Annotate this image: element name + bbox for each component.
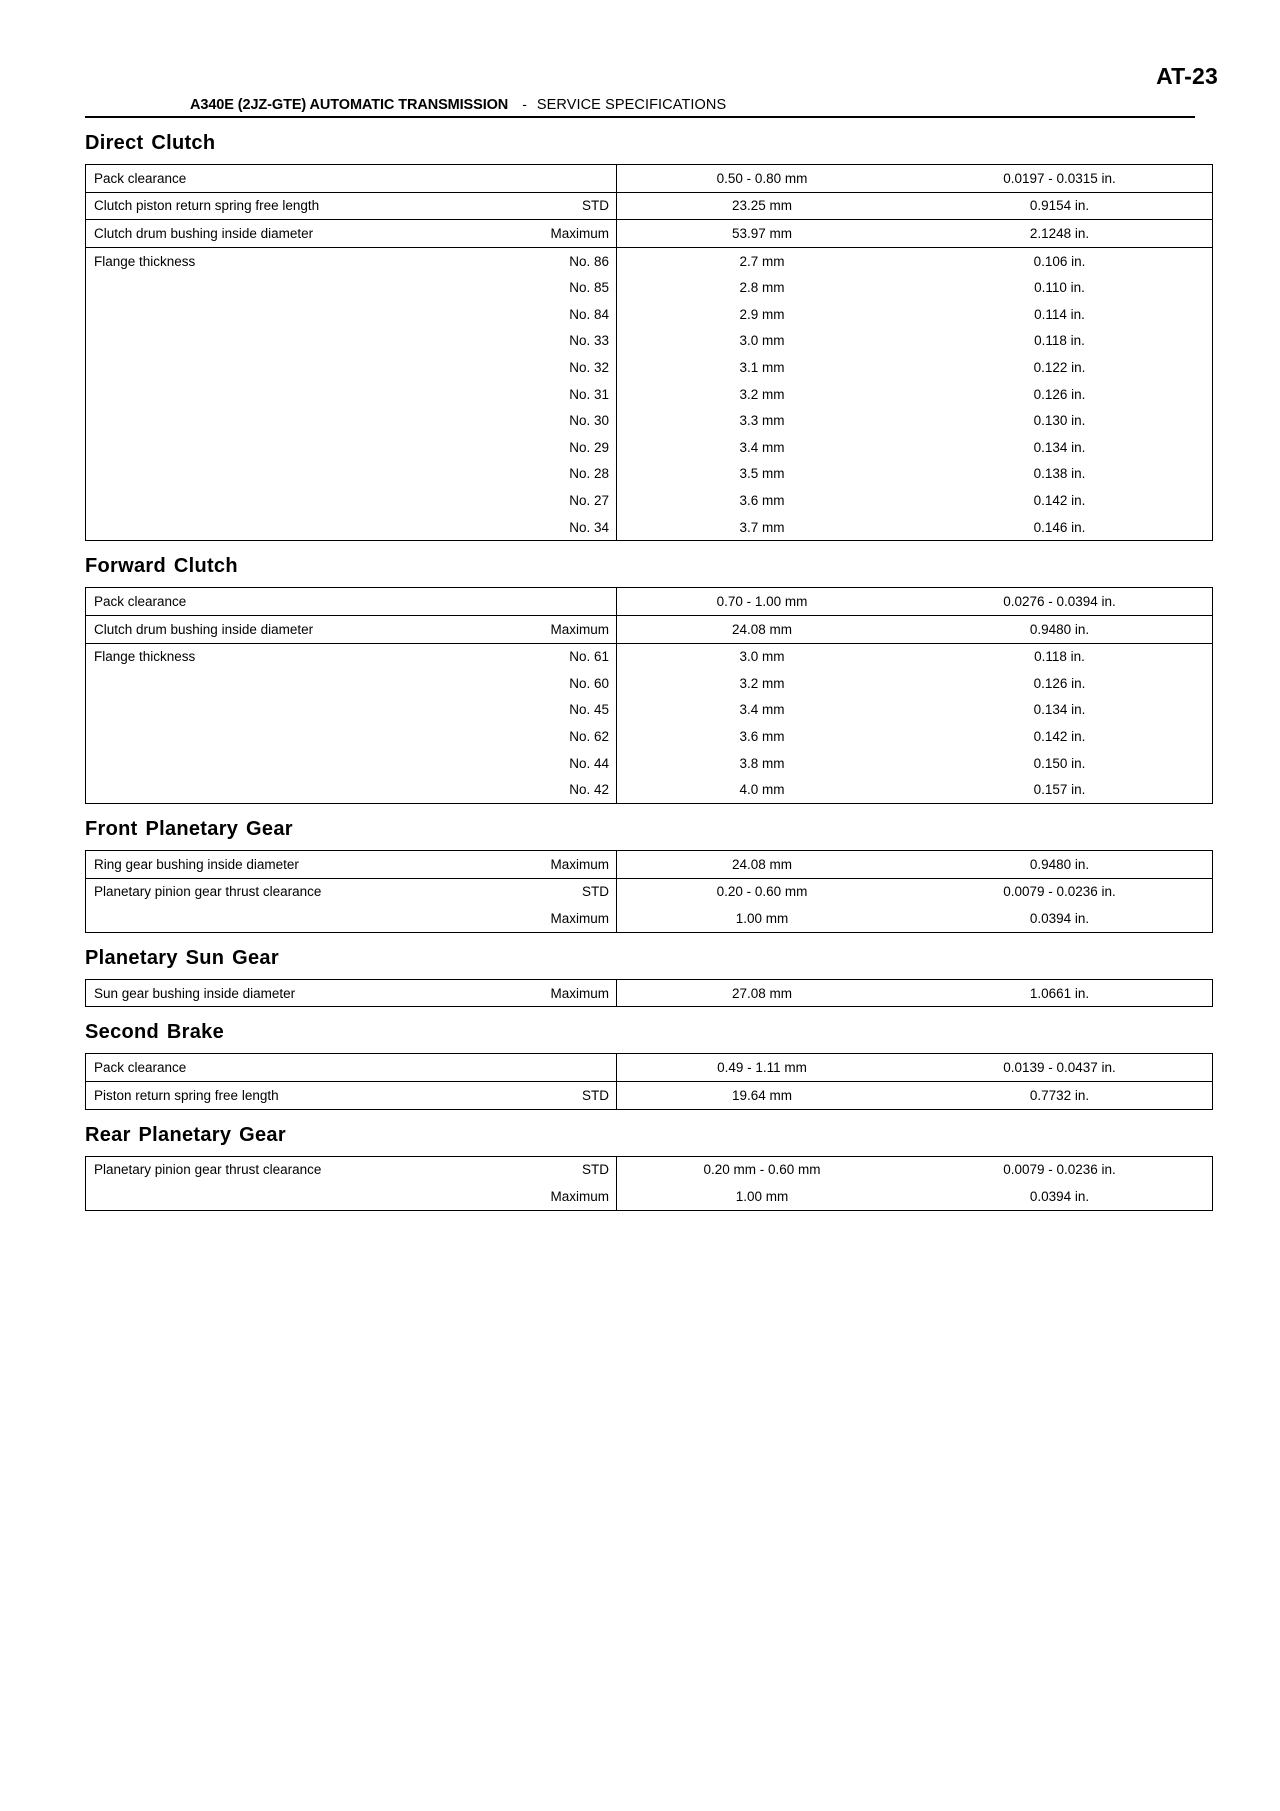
row-label: Flange thickness xyxy=(86,643,535,670)
row-label xyxy=(86,723,535,750)
row-label xyxy=(86,514,535,541)
value-inch: 0.9480 in. xyxy=(1029,856,1090,872)
value-inch: 0.0197 - 0.0315 in. xyxy=(1003,170,1116,186)
table-row xyxy=(86,878,1213,905)
table-row xyxy=(86,723,1213,750)
spec-table xyxy=(85,979,1213,1008)
header-subtitle: SERVICE SPECIFICATIONS xyxy=(536,97,727,113)
row-qualifier: No. 85 xyxy=(569,280,609,296)
row-qualifier: Maximum xyxy=(550,1189,609,1205)
row-label: Pack clearance xyxy=(94,1060,187,1076)
value-inch: 0.122 in. xyxy=(1033,359,1086,375)
value-inch: 0.9480 in. xyxy=(907,615,1213,643)
value-mm: 3.4 mm xyxy=(617,434,908,461)
row-label: Ring gear bushing inside diameter xyxy=(94,856,299,872)
table-row xyxy=(86,247,1213,274)
section-title: Direct Clutch xyxy=(85,132,216,154)
row-qualifier xyxy=(534,165,617,193)
table-row xyxy=(86,776,1213,803)
row-label xyxy=(86,487,535,514)
value-inch: 0.126 in. xyxy=(1033,675,1086,691)
value-mm: 3.7 mm xyxy=(617,514,908,541)
row-label: Planetary pinion gear thrust clearance xyxy=(86,878,535,905)
value-mm: 3.2 mm xyxy=(617,381,908,408)
row-label xyxy=(86,274,535,301)
value-mm: 3.0 mm xyxy=(617,328,908,355)
row-label: Clutch drum bushing inside diameter xyxy=(86,220,535,248)
table-row xyxy=(86,1183,1213,1210)
table-row xyxy=(86,354,1213,381)
value-mm: 0.50 - 0.80 mm xyxy=(617,165,908,193)
page-number: AT-23 xyxy=(1156,63,1218,89)
table-row xyxy=(86,588,1213,616)
row-qualifier: No. 86 xyxy=(534,247,617,274)
value-mm: 1.00 mm xyxy=(617,905,908,932)
header-separator-dash: - xyxy=(522,96,527,112)
table-row xyxy=(86,1082,1213,1110)
row-label xyxy=(86,328,535,355)
table-row xyxy=(86,274,1213,301)
value-inch: 0.134 in. xyxy=(1033,702,1086,718)
value-mm: 24.08 mm xyxy=(617,615,908,643)
value-mm: 3.6 mm xyxy=(617,723,908,750)
value-inch: 0.110 in. xyxy=(1034,280,1085,296)
value-mm: 3.6 mm xyxy=(617,487,908,514)
value-mm: 24.08 mm xyxy=(617,851,908,879)
value-inch: 0.146 in. xyxy=(1033,519,1086,535)
row-label xyxy=(86,697,535,724)
table-row xyxy=(86,979,1213,1007)
row-qualifier: No. 27 xyxy=(569,492,609,508)
table-row xyxy=(86,750,1213,777)
row-qualifier: Maximum xyxy=(550,856,609,872)
row-qualifier: No. 84 xyxy=(569,306,609,322)
table-row xyxy=(86,487,1213,514)
value-mm: 3.2 mm xyxy=(617,670,908,697)
table-row xyxy=(86,1054,1213,1082)
row-qualifier: No. 42 xyxy=(569,782,609,798)
row-label: Clutch drum bushing inside diameter xyxy=(86,615,535,643)
row-qualifier: STD xyxy=(534,878,617,905)
row-qualifier: No. 33 xyxy=(569,333,609,349)
row-qualifier: No. 29 xyxy=(569,439,609,455)
row-qualifier: No. 34 xyxy=(569,519,609,535)
row-qualifier: STD xyxy=(534,1082,617,1110)
row-qualifier: No. 61 xyxy=(534,643,617,670)
value-mm: 0.20 - 0.60 mm xyxy=(617,878,908,905)
header-rule xyxy=(85,116,1195,118)
header-text-line xyxy=(85,96,1195,116)
table-row xyxy=(86,514,1213,541)
value-inch: 0.0394 in. xyxy=(1029,911,1090,927)
row-qualifier: No. 31 xyxy=(569,386,609,402)
row-label: Sun gear bushing inside diameter xyxy=(94,985,296,1001)
value-inch: 0.0079 - 0.0236 in. xyxy=(907,878,1213,905)
value-inch: 0.114 in. xyxy=(1034,306,1085,322)
row-label: Planetary pinion gear thrust clearance xyxy=(94,1162,322,1178)
value-inch: 0.106 in. xyxy=(907,247,1213,274)
value-mm: 1.00 mm xyxy=(617,1183,908,1210)
row-label xyxy=(86,354,535,381)
table-row xyxy=(86,434,1213,461)
row-qualifier: Maximum xyxy=(550,911,609,927)
value-inch: 0.138 in. xyxy=(1033,466,1086,482)
value-mm: 0.49 - 1.11 mm xyxy=(617,1054,908,1082)
table-row xyxy=(86,407,1213,434)
value-mm: 27.08 mm xyxy=(617,979,908,1007)
section-title: Second Brake xyxy=(85,1021,224,1044)
row-qualifier: No. 32 xyxy=(569,359,609,375)
row-qualifier: No. 28 xyxy=(569,466,609,482)
row-qualifier: No. 45 xyxy=(569,702,609,718)
value-inch: 0.0079 - 0.0236 in. xyxy=(1003,1162,1116,1178)
value-mm: 3.3 mm xyxy=(617,407,908,434)
spec-table xyxy=(85,1053,1213,1109)
table-row xyxy=(86,670,1213,697)
table-row xyxy=(86,905,1213,932)
row-label xyxy=(86,905,535,932)
table-row xyxy=(86,381,1213,408)
row-qualifier: STD xyxy=(534,192,617,220)
value-inch: 0.0276 - 0.0394 in. xyxy=(1003,594,1116,610)
header-title: A340E (2JZ-GTE) AUTOMATIC TRANSMISSION xyxy=(190,97,509,113)
section-title: Forward Clutch xyxy=(85,555,238,578)
row-label: Pack clearance xyxy=(94,594,187,610)
value-inch: 0.118 in. xyxy=(1034,333,1085,349)
row-label xyxy=(86,776,535,803)
table-row xyxy=(86,192,1213,220)
value-inch: 0.134 in. xyxy=(1033,439,1086,455)
row-qualifier: Maximum xyxy=(550,985,609,1001)
value-inch: 2.1248 in. xyxy=(907,220,1213,248)
table-row xyxy=(86,643,1213,670)
spec-table xyxy=(85,164,1213,541)
row-qualifier: No. 60 xyxy=(569,675,609,691)
table-row xyxy=(86,461,1213,488)
value-mm: 23.25 mm xyxy=(617,192,908,220)
value-inch: 0.142 in. xyxy=(1033,492,1086,508)
table-row xyxy=(86,328,1213,355)
value-mm: 53.97 mm xyxy=(617,220,908,248)
row-qualifier xyxy=(534,588,617,616)
value-inch: 1.0661 in. xyxy=(1029,985,1090,1001)
row-qualifier: No. 44 xyxy=(569,755,609,771)
spec-sections xyxy=(85,130,1195,1211)
value-inch: 0.157 in. xyxy=(1033,782,1086,798)
row-label: Pack clearance xyxy=(94,170,187,186)
row-label: Flange thickness xyxy=(86,247,535,274)
value-inch: 0.0394 in. xyxy=(1029,1189,1090,1205)
table-row xyxy=(86,1156,1213,1183)
row-label xyxy=(86,461,535,488)
table-row xyxy=(86,220,1213,248)
table-row xyxy=(86,697,1213,724)
value-inch: 0.118 in. xyxy=(907,643,1213,670)
row-qualifier: Maximum xyxy=(534,615,617,643)
table-row xyxy=(86,301,1213,328)
row-label xyxy=(86,407,535,434)
row-label xyxy=(86,434,535,461)
value-mm: 0.20 mm - 0.60 mm xyxy=(617,1156,908,1183)
value-mm: 0.70 - 1.00 mm xyxy=(617,588,908,616)
value-inch: 0.150 in. xyxy=(1033,755,1086,771)
value-mm: 2.7 mm xyxy=(617,247,908,274)
value-inch: 0.7732 in. xyxy=(907,1082,1213,1110)
section-title: Rear Planetary Gear xyxy=(85,1123,286,1146)
value-inch: 0.142 in. xyxy=(1033,729,1086,745)
row-qualifier: STD xyxy=(582,1162,609,1178)
section-title: Planetary Sun Gear xyxy=(85,946,279,969)
value-mm: 3.1 mm xyxy=(617,354,908,381)
spec-table xyxy=(85,850,1213,933)
value-inch: 0.0139 - 0.0437 in. xyxy=(1003,1060,1116,1076)
page-header xyxy=(85,96,1195,118)
spec-table xyxy=(85,587,1213,804)
table-row xyxy=(86,851,1213,879)
table-row xyxy=(86,165,1213,193)
value-mm: 3.4 mm xyxy=(617,697,908,724)
row-qualifier xyxy=(534,1054,617,1082)
spec-table xyxy=(85,1156,1213,1211)
value-inch: 0.126 in. xyxy=(1033,386,1086,402)
section-title: Front Planetary Gear xyxy=(85,818,293,841)
value-inch: 0.9154 in. xyxy=(907,192,1213,220)
row-qualifier: Maximum xyxy=(534,220,617,248)
value-mm: 3.5 mm xyxy=(617,461,908,488)
row-label: Piston return spring free length xyxy=(86,1082,535,1110)
value-inch: 0.130 in. xyxy=(1033,413,1086,429)
row-label xyxy=(86,381,535,408)
value-mm: 2.8 mm xyxy=(617,274,908,301)
value-mm: 4.0 mm xyxy=(617,776,908,803)
row-label: Clutch piston return spring free length xyxy=(86,192,535,220)
value-mm: 3.8 mm xyxy=(617,750,908,777)
table-row xyxy=(86,615,1213,643)
value-mm: 2.9 mm xyxy=(617,301,908,328)
row-label xyxy=(86,670,535,697)
row-label xyxy=(86,301,535,328)
row-label xyxy=(86,1183,535,1210)
value-mm: 3.0 mm xyxy=(617,643,908,670)
row-qualifier: No. 30 xyxy=(569,413,609,429)
value-mm: 19.64 mm xyxy=(617,1082,908,1110)
row-qualifier: No. 62 xyxy=(569,729,609,745)
row-label xyxy=(86,750,535,777)
